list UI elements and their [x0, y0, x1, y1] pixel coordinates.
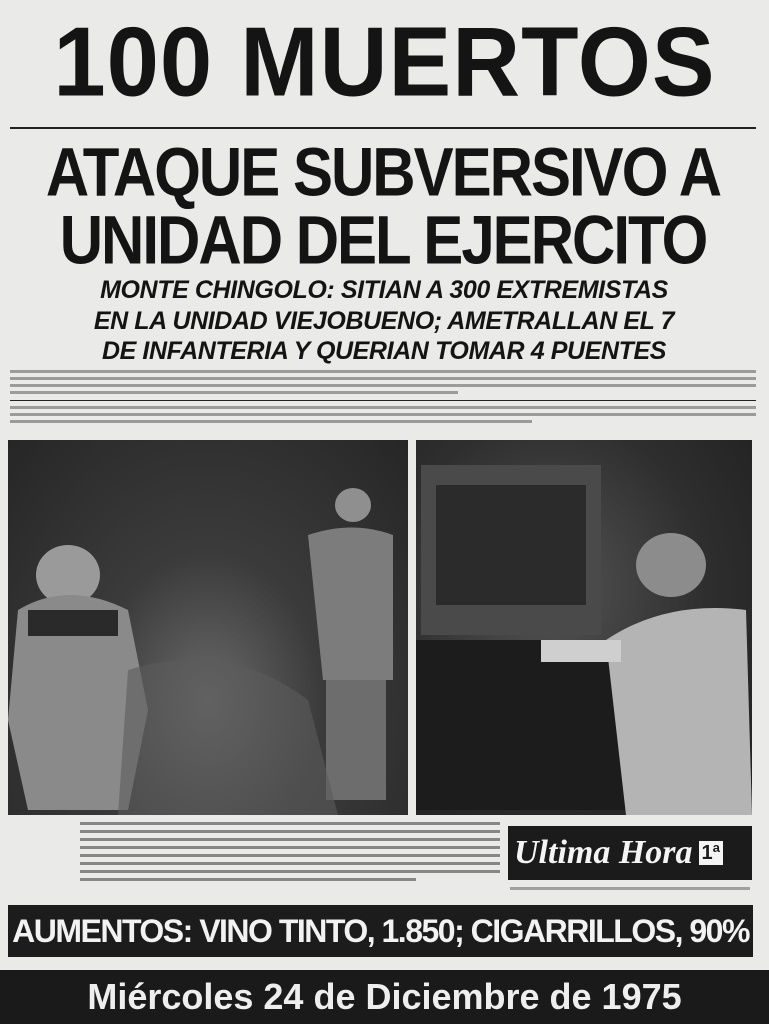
- masthead-meta: [510, 887, 750, 890]
- date-banner: Miércoles 24 de Diciembre de 1975: [0, 970, 769, 1024]
- soldiers-photo-illustration: [8, 440, 408, 815]
- deck-line-2: EN LA UNIDAD VIEJOBUENO; AMETRALLAN EL 7: [93, 307, 675, 335]
- deck-line-1: MONTE CHINGOLO: SITIAN A 300 EXTREMISTAS: [100, 276, 668, 304]
- body-rule: [10, 400, 756, 401]
- body-text-block-2: [10, 406, 756, 427]
- masthead-name: Ultima Hora: [514, 834, 693, 871]
- edition-badge: 1ª: [699, 841, 724, 865]
- main-headline: 100 MUERTOS: [53, 6, 716, 117]
- subheadline-line-2: UNIDAD DEL EJERCITO: [59, 201, 707, 279]
- subheadline-line-1: ATAQUE SUBVERSIVO A: [45, 133, 721, 211]
- burned-vehicle-photo: [416, 440, 752, 815]
- deck-line-3: DE INFANTERIA Y QUERIAN TOMAR 4 PUENTES: [101, 337, 667, 365]
- soldiers-photo: [8, 440, 408, 815]
- body-text-block: [10, 370, 756, 398]
- photo-caption: [80, 822, 500, 886]
- burned-vehicle-illustration: [416, 440, 752, 815]
- masthead-logo: [508, 826, 752, 880]
- headline-rule: [10, 127, 756, 129]
- price-increase-banner: AUMENTOS: VINO TINTO, 1.850; CIGARRILLOS, 90%: [8, 905, 753, 957]
